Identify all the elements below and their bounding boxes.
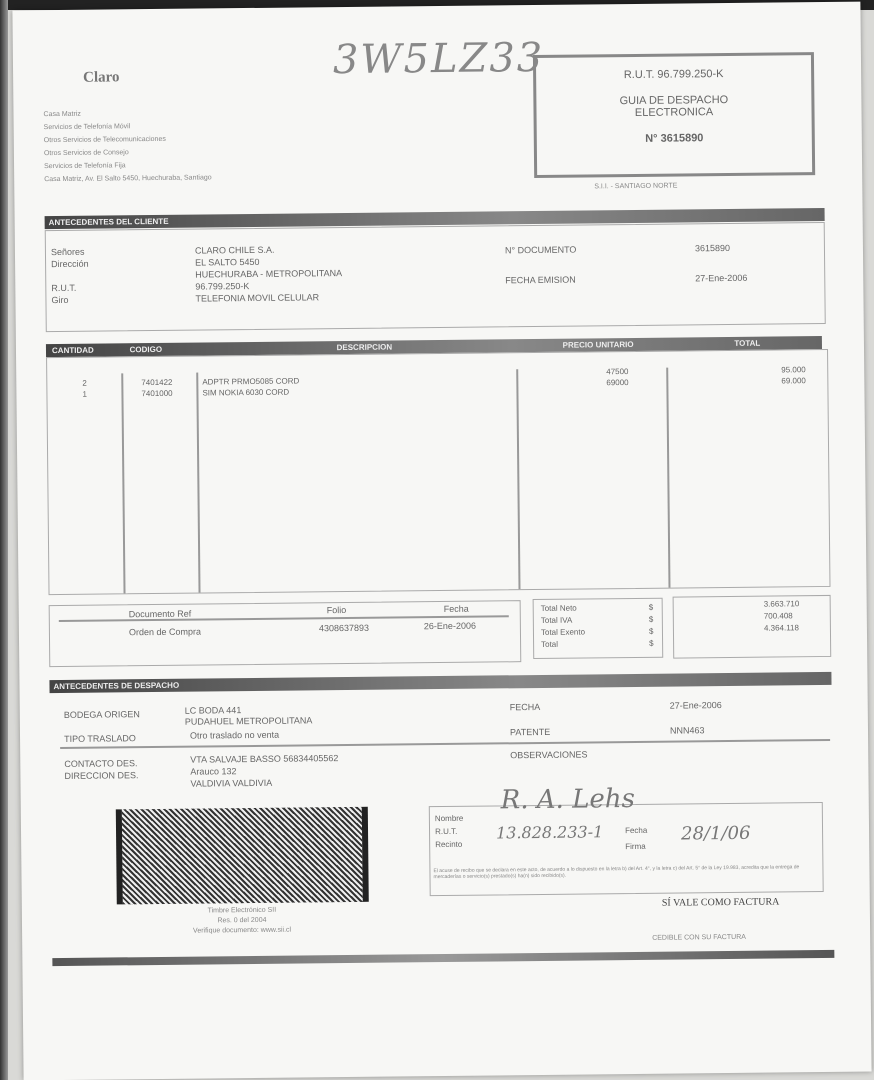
totals-values: 3.663.710 700.408 4.364.118 [763,599,800,633]
items-qty [82,378,87,400]
traslado-value: Otro traslado no venta [189,729,280,741]
handwritten-rut: 13.828.233-1 [495,822,604,843]
ref-header-doc: Documento Ref [128,608,192,620]
col-descripcion: DESCRIPCION [336,342,393,353]
dispatch-fecha-label: FECHA [509,701,541,713]
bodega-value: LC BODA 441 PUDAHUEL METROPOLITANA [184,705,313,727]
handwritten-signature: R. A. Lehs [500,783,636,816]
receipt-labels: Nombre R.U.T. Recinto [434,813,464,850]
issuer-logo: Claro [83,69,120,86]
rut-box [533,52,815,178]
handwritten-date: 28/1/06 [680,822,751,845]
totals-currency: $ $ $ $ [648,602,654,648]
client-section-bar: ANTECEDENTES DEL CLIENTE [45,208,825,229]
patente-label: PATENTE [509,726,551,738]
col-precio: PRECIO UNITARIO [562,339,634,350]
sii-office: S.I.I. - SANTIAGO NORTE [594,182,678,191]
issue-date-label: FECHA EMISION [505,274,576,286]
rut-number: R.U.T. 96.799.250-K [623,68,724,82]
stamp-caption: Timbre Electrónico SII Res. 0 del 2004 Verifique documento: www.sii.cl [193,906,292,935]
doc-type-line1: GUIA DE DESPACHO [619,93,729,108]
footer-bar [52,950,834,966]
contact-labels: CONTACTO DES. DIRECCION DES. [64,758,139,781]
dispatch-section-bar: ANTECEDENTES DE DESPACHO [49,672,831,693]
receipt-firma-label: Firma [625,841,646,852]
issue-date-value: 27-Ene-2006 [695,272,748,284]
footer-cedible: CEDIBLE CON SU FACTURA [652,933,746,942]
ref-header-fecha: Fecha [443,603,469,614]
ref-folio: 4308637893 [318,622,370,634]
table-row: 2 [82,378,87,388]
totals-value-box [673,595,832,659]
client-values: CLARO CHILE S.A. EL SALTO 5450 HUECHURABA - METROPOLITANA 96.799.250-K TELEFONIA MOVIL CELULAR [194,244,343,304]
ref-doc: Orden de Compra [128,626,202,638]
doc-number-label: N° DOCUMENTO [504,244,577,256]
col-cantidad: CANTIDAD [51,345,94,356]
observaciones-label: OBSERVACIONES [510,749,588,761]
ref-header-folio: Folio [326,605,347,616]
dispatch-divider [60,739,830,749]
items-desc: ADPTR PRMO5085 CORD SIM NOKIA 6030 CORD [202,376,300,398]
copy-label: SÍ VALE COMO FACTURA [661,896,780,909]
contact-values: VTA SALVAJE BASSO 56834405562 Arauco 132 VALDIVIA VALDIVIA [190,753,339,789]
receipt-disclaimer: El acuse de recibo que se declara en este acto, de acuerdo a lo dispuesto en la letra b) del Art. 4°, y la letra c) del Art. 5° de la Ley 19.983, acredita que la entrega de mercaderías o servicio(s) prestado(s) ha(n) sido recibido(s). [433,864,800,881]
handwritten-number: 3W5LZ33 [332,34,545,84]
doc-number-value: 3615890 [694,242,731,254]
issuer-address: Casa Matriz Servicios de Telefonía Móvil Otros Servicios de Telecomunicaciones Otros Servicios de Consejo Servicios de Telefonía Fija Casa Matriz, Av. El Salto 5450, Huechuraba, Santiago [43,110,212,184]
col-total: TOTAL [734,338,761,348]
dispatch-guide-document [12,2,871,1080]
receipt-fecha-label: Fecha [624,825,648,836]
patente-value: NNN463 [669,725,705,736]
items-code: 7401422 7401000 [141,377,173,399]
electronic-stamp-barcode [116,807,369,905]
bodega-label: BODEGA ORIGEN [63,709,140,720]
traslado-label: TIPO TRASLADO [64,733,136,744]
ref-fecha: 26-Ene-2006 [423,620,476,632]
client-labels: Señores Dirección R.U.T. Giro [50,246,89,306]
table-row: 1 [82,389,87,399]
totals-labels: Total Neto Total IVA Total Exento Total [540,603,586,649]
doc-type-line2: ELECTRONICA [634,106,714,119]
guide-number: N° 3615890 [645,132,704,145]
col-codigo: CODIGO [129,344,163,355]
scan-left-edge [0,0,8,1080]
items-unit: 47500 69000 [606,367,629,388]
dispatch-fecha-value: 27-Ene-2006 [669,700,722,711]
items-total: 95.000 69.000 [781,365,806,386]
